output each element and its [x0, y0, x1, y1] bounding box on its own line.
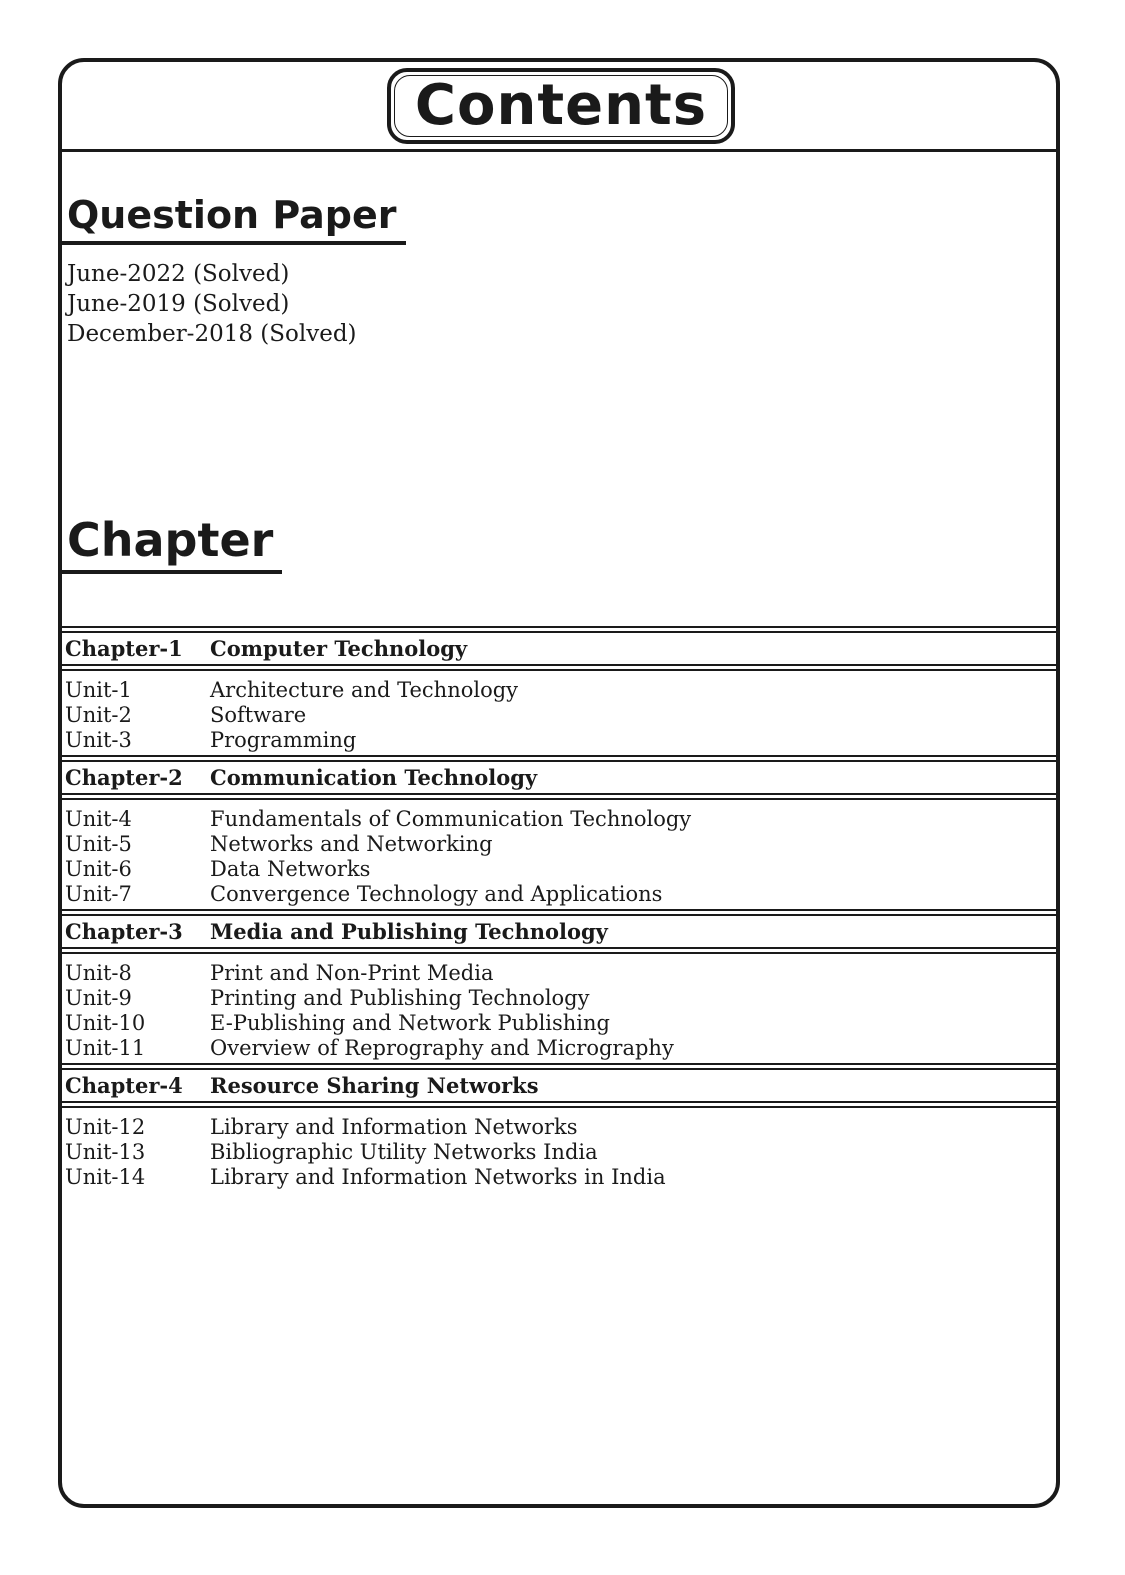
unit-row[interactable]	[60, 677, 1060, 702]
unit-row[interactable]	[60, 806, 1060, 831]
unit-row[interactable]	[60, 831, 1060, 856]
unit-row[interactable]	[60, 856, 1060, 881]
unit-title: Library and Information Networks in India	[210, 1164, 666, 1189]
double-rule	[60, 793, 1060, 800]
chapter-number: Chapter-3	[65, 919, 183, 944]
double-rule	[60, 947, 1060, 954]
chapter-title: Communication Technology	[210, 765, 538, 790]
unit-title: Architecture and Technology	[210, 677, 519, 702]
title-box	[387, 68, 735, 144]
header-divider	[60, 149, 1060, 152]
unit-number: Unit-14	[65, 1164, 146, 1189]
unit-title: Overview of Reprography and Micrography	[210, 1035, 674, 1060]
unit-number: Unit-2	[65, 702, 132, 727]
unit-title: Networks and Networking	[210, 831, 493, 856]
unit-list	[60, 1108, 1060, 1192]
unit-number: Unit-12	[65, 1114, 146, 1139]
unit-number: Unit-11	[65, 1035, 146, 1060]
chapter-row[interactable]	[60, 1070, 1060, 1101]
double-rule	[60, 626, 1060, 633]
unit-list	[60, 671, 1060, 755]
unit-title: E-Publishing and Network Publishing	[210, 1010, 610, 1035]
unit-row[interactable]	[60, 1035, 1060, 1060]
unit-title: Software	[210, 702, 307, 727]
chapter-number: Chapter-2	[65, 765, 183, 790]
unit-row[interactable]	[60, 985, 1060, 1010]
unit-row[interactable]	[60, 1164, 1060, 1189]
unit-title: Printing and Publishing Technology	[210, 985, 590, 1010]
unit-number: Unit-3	[65, 727, 132, 752]
double-rule	[60, 755, 1060, 762]
chapter-underline	[60, 570, 282, 574]
chapter-heading: Chapter	[67, 513, 274, 567]
unit-number: Unit-10	[65, 1010, 146, 1035]
question-paper-item[interactable]: December-2018 (Solved)	[67, 321, 357, 347]
unit-title: Print and Non-Print Media	[210, 960, 494, 985]
chapter-title: Media and Publishing Technology	[210, 919, 608, 944]
chapter-row[interactable]	[60, 916, 1060, 947]
unit-row[interactable]	[60, 1010, 1060, 1035]
unit-number: Unit-13	[65, 1139, 146, 1164]
unit-row[interactable]	[60, 881, 1060, 906]
question-paper-underline	[60, 241, 406, 245]
unit-number: Unit-1	[65, 677, 132, 702]
unit-number: Unit-5	[65, 831, 132, 856]
unit-list	[60, 954, 1060, 1063]
chapter-table	[60, 626, 1060, 1192]
unit-row[interactable]	[60, 1114, 1060, 1139]
question-paper-heading: Question Paper	[67, 193, 397, 237]
chapter-row[interactable]	[60, 762, 1060, 793]
question-paper-item[interactable]: June-2019 (Solved)	[67, 291, 290, 317]
unit-title: Convergence Technology and Applications	[210, 881, 663, 906]
unit-number: Unit-9	[65, 985, 132, 1010]
chapter-number: Chapter-1	[65, 636, 183, 661]
double-rule	[60, 1063, 1060, 1070]
question-paper-list	[67, 259, 357, 349]
unit-row[interactable]	[60, 727, 1060, 752]
unit-row[interactable]	[60, 960, 1060, 985]
unit-title: Library and Information Networks	[210, 1114, 578, 1139]
page-title: Contents	[414, 73, 708, 138]
unit-title: Programming	[210, 727, 357, 752]
unit-title: Bibliographic Utility Networks India	[210, 1139, 598, 1164]
double-rule	[60, 664, 1060, 671]
double-rule	[60, 1101, 1060, 1108]
unit-title: Data Networks	[210, 856, 371, 881]
double-rule	[60, 909, 1060, 916]
unit-row[interactable]	[60, 1139, 1060, 1164]
question-paper-item[interactable]: June-2022 (Solved)	[67, 261, 290, 287]
unit-number: Unit-6	[65, 856, 132, 881]
chapter-title: Computer Technology	[210, 636, 468, 661]
unit-list	[60, 800, 1060, 909]
unit-number: Unit-8	[65, 960, 132, 985]
chapter-number: Chapter-4	[65, 1073, 183, 1098]
unit-row[interactable]	[60, 702, 1060, 727]
unit-title: Fundamentals of Communication Technology	[210, 806, 692, 831]
chapter-title: Resource Sharing Networks	[210, 1073, 539, 1098]
unit-number: Unit-7	[65, 881, 132, 906]
unit-number: Unit-4	[65, 806, 132, 831]
chapter-row[interactable]	[60, 633, 1060, 664]
